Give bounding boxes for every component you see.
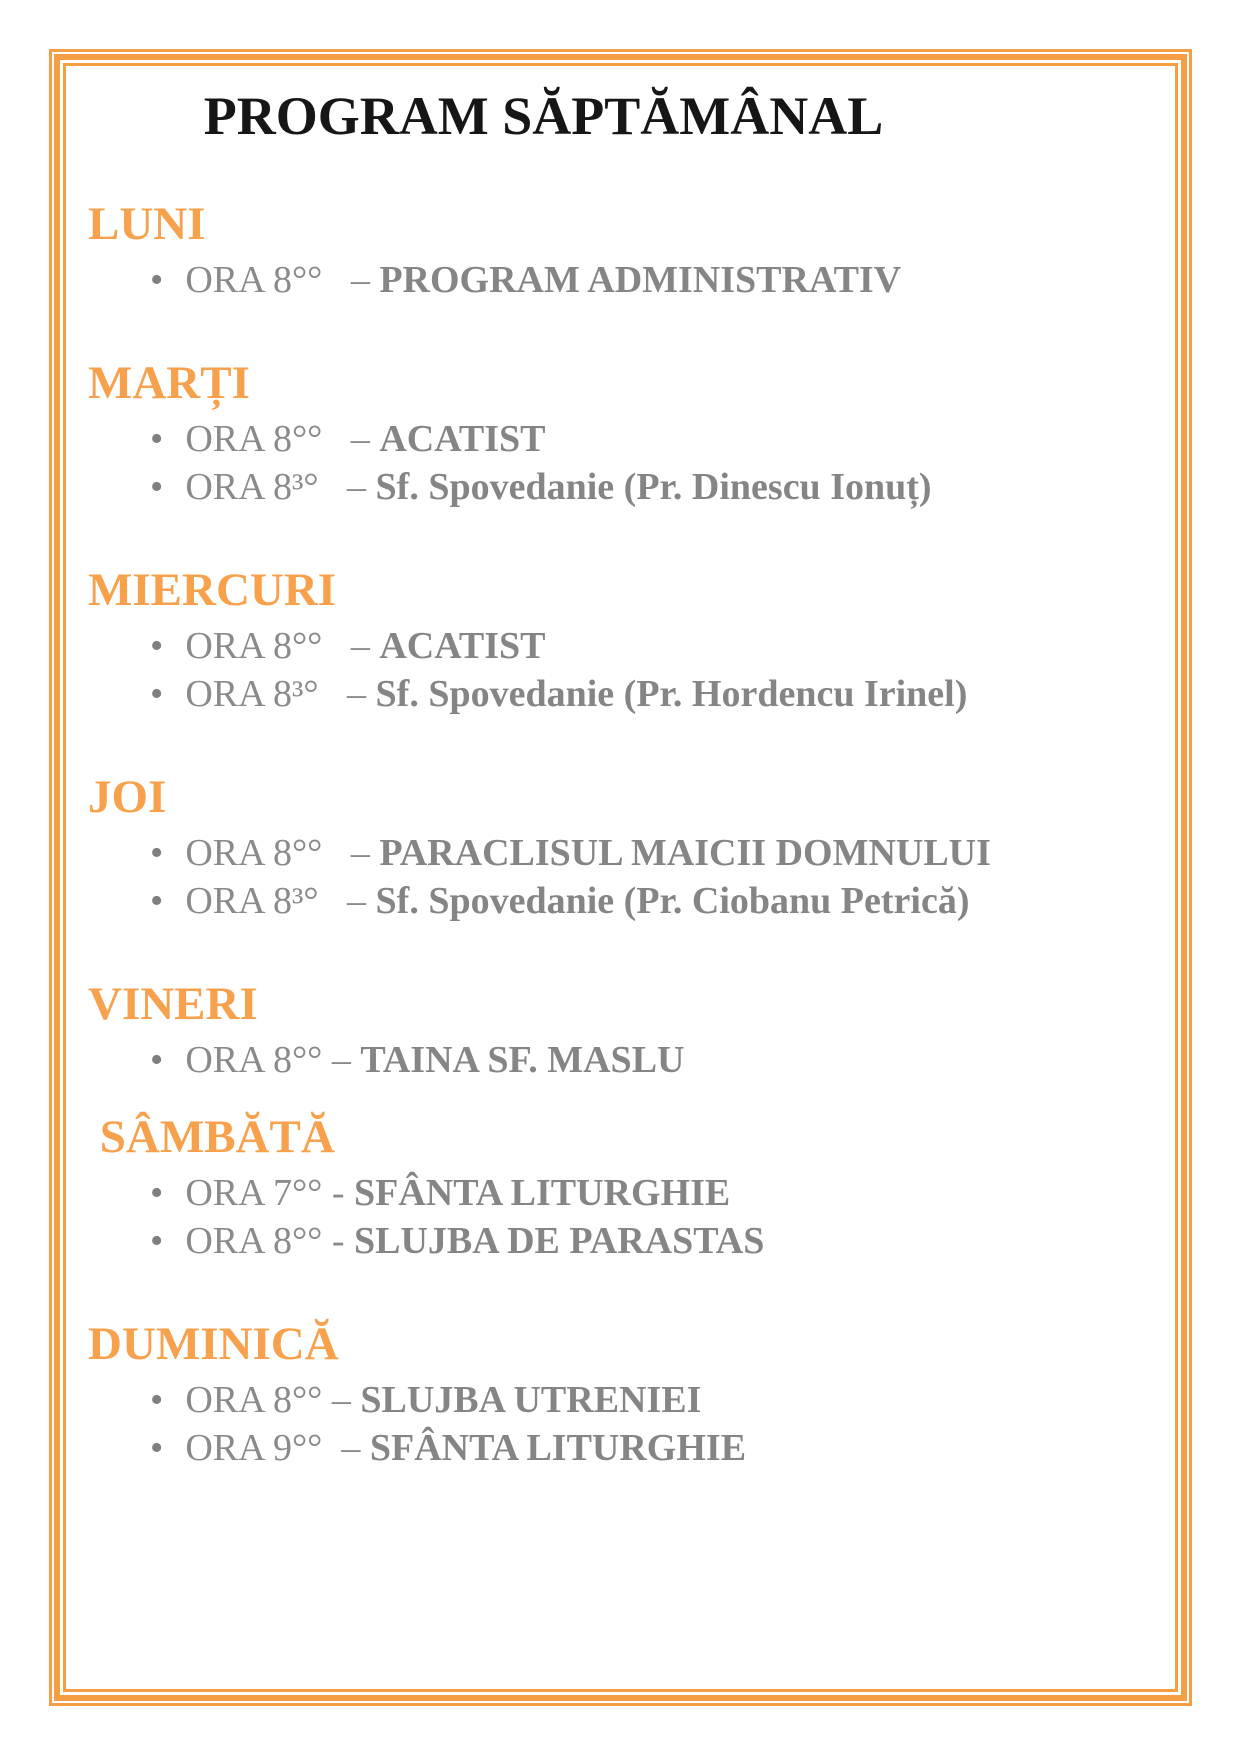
bullet-icon: •: [150, 880, 164, 923]
entry-text: [185, 1036, 684, 1084]
entry-text: [185, 622, 545, 670]
bullet-icon: •: [150, 1220, 164, 1263]
entry-separator: –: [318, 673, 376, 716]
entry-text: [185, 877, 969, 925]
entry-text: [185, 415, 545, 463]
day-section-duminica: [88, 1317, 1149, 1472]
bullet-icon: •: [150, 673, 164, 716]
entry-time: ORA 8³°: [185, 673, 319, 716]
day-heading: MIERCURI: [88, 564, 337, 617]
page-border-middle: [54, 54, 1187, 1701]
entry-time: ORA 8°°: [185, 259, 323, 302]
schedule-list: [88, 1376, 1149, 1472]
entry-text: [185, 829, 991, 877]
entry-separator: –: [318, 466, 376, 509]
entry-separator: –: [318, 880, 376, 923]
bullet-icon: •: [150, 625, 164, 668]
schedule-list: [88, 1169, 1149, 1265]
entry-separator: –: [322, 1427, 370, 1470]
entry-separator: -: [322, 1172, 354, 1215]
bullet-icon: •: [150, 418, 164, 461]
entry-time: ORA 8°°: [185, 418, 323, 461]
entry-time: ORA 8°°: [185, 1039, 323, 1082]
bullet-icon: •: [150, 1039, 164, 1082]
day-section-vineri: [88, 977, 1149, 1084]
entry-separator: -: [322, 1220, 354, 1263]
entry-activity: TAINA SF. MASLU: [360, 1039, 685, 1082]
day-heading: LUNI: [88, 198, 206, 251]
entry-separator: –: [322, 259, 380, 302]
schedule-item: [150, 1424, 1149, 1472]
bullet-icon: •: [150, 832, 164, 875]
entry-activity: Sf. Spovedanie (Pr. Hordencu Irinel): [375, 673, 968, 716]
entry-activity: Sf. Spovedanie (Pr. Dinescu Ionuț): [375, 466, 932, 509]
entry-activity: PARACLISUL MAICII DOMNULUI: [379, 832, 991, 875]
entry-activity: SFÂNTA LITURGHIE: [369, 1427, 747, 1470]
entry-time: ORA 8°°: [185, 625, 323, 668]
schedule-item: [150, 463, 1149, 511]
entry-time: ORA 8³°: [185, 466, 319, 509]
schedule-item: [150, 829, 1149, 877]
bullet-icon: •: [150, 466, 164, 509]
entry-activity: PROGRAM ADMINISTRATIV: [379, 259, 902, 302]
schedule-item: [150, 1376, 1149, 1424]
entry-activity: SFÂNTA LITURGHIE: [354, 1172, 731, 1215]
entry-text: [185, 1169, 730, 1217]
entry-time: ORA 7°°: [185, 1172, 323, 1215]
day-heading: MARȚI: [88, 357, 250, 410]
day-heading: SÂMBĂTĂ: [88, 1111, 335, 1164]
entry-separator: –: [322, 1379, 361, 1422]
schedule-item: [150, 415, 1149, 463]
entry-separator: –: [322, 418, 380, 461]
schedule-item: [150, 1169, 1149, 1217]
entry-activity: Sf. Spovedanie (Pr. Ciobanu Petrică): [375, 880, 970, 923]
page-border-outer: [49, 49, 1192, 1706]
day-section-sambata: [88, 1110, 1149, 1265]
entry-activity: SLUJBA DE PARASTAS: [354, 1220, 765, 1263]
day-section-luni: [88, 197, 1149, 304]
entry-separator: –: [322, 625, 380, 668]
day-heading: DUMINICĂ: [88, 1318, 339, 1371]
schedule-item: [150, 1036, 1149, 1084]
entry-separator: –: [322, 832, 380, 875]
entry-activity: ACATIST: [379, 418, 546, 461]
document-page: [66, 66, 1175, 1689]
schedule-list: [88, 829, 1149, 925]
bullet-icon: •: [150, 1427, 164, 1470]
schedule-item: [150, 1217, 1149, 1265]
bullet-icon: •: [150, 1379, 164, 1422]
schedule-item: [150, 877, 1149, 925]
day-heading: VINERI: [88, 978, 258, 1031]
entry-text: [185, 1424, 746, 1472]
day-section-joi: [88, 770, 1149, 925]
schedule-item: [150, 622, 1149, 670]
entry-time: ORA 8°°: [185, 1220, 323, 1263]
entry-text: [185, 256, 901, 304]
schedule-list: [88, 622, 1149, 718]
page-border-inner: [63, 63, 1178, 1692]
page-title: PROGRAM SĂPTĂMÂNAL: [203, 86, 884, 146]
day-section-miercuri: [88, 563, 1149, 718]
entry-time: ORA 8°°: [185, 832, 323, 875]
entry-text: [185, 463, 931, 511]
entry-activity: ACATIST: [379, 625, 546, 668]
day-section-marti: [88, 356, 1149, 511]
entry-time: ORA 9°°: [185, 1427, 323, 1470]
bullet-icon: •: [150, 259, 164, 302]
schedule-item: [150, 256, 1149, 304]
entry-activity: SLUJBA UTRENIEI: [360, 1379, 702, 1422]
schedule-list: [88, 256, 1149, 304]
schedule-list: [88, 1036, 1149, 1084]
entry-time: ORA 8°°: [185, 1379, 323, 1422]
entry-text: [185, 1376, 701, 1424]
entry-separator: –: [322, 1039, 361, 1082]
day-heading: JOI: [88, 771, 167, 824]
schedule-list: [88, 415, 1149, 511]
entry-text: [185, 1217, 764, 1265]
bullet-icon: •: [150, 1172, 164, 1215]
schedule-item: [150, 670, 1149, 718]
entry-text: [185, 670, 967, 718]
entry-time: ORA 8³°: [185, 880, 319, 923]
